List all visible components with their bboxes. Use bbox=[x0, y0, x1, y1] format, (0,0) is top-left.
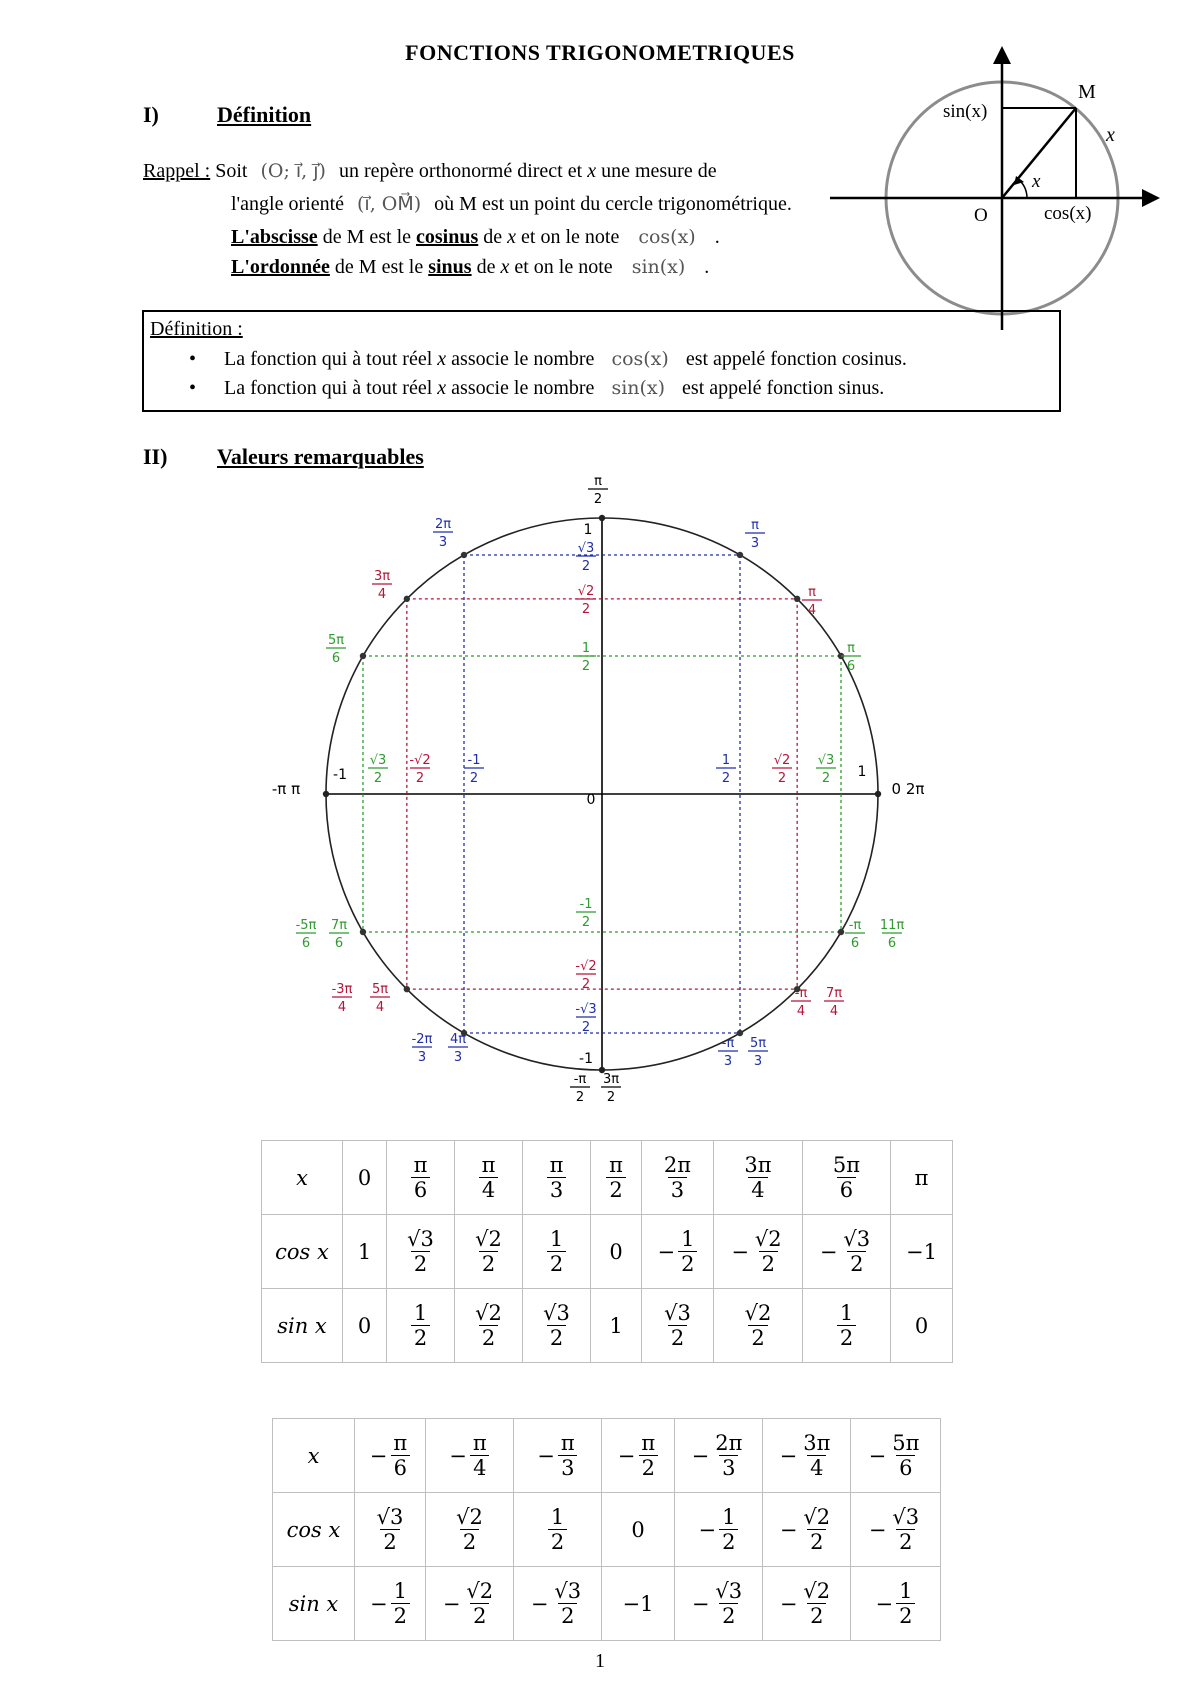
rappel-text: Soit bbox=[215, 160, 248, 182]
circle-point bbox=[360, 929, 366, 935]
circle-point bbox=[360, 653, 366, 659]
cosinus-term: cosinus bbox=[416, 226, 479, 248]
y-value-label-2-numerator: 1 bbox=[581, 641, 591, 656]
table2-cell: − $\frac{1}{2}$ bbox=[851, 1567, 941, 1641]
angle-label-4-denominator: 3 bbox=[438, 535, 448, 550]
angle-label-1-numerator: π bbox=[751, 518, 759, 533]
table1-cell: −1 bbox=[891, 1215, 953, 1289]
table2-cell: − $\frac{2\pi}{3}$ bbox=[675, 1419, 763, 1493]
angle-label-7-denominator: 6 bbox=[301, 936, 311, 951]
table2-row-header: sin x bbox=[273, 1567, 355, 1641]
section-2-number: II) bbox=[143, 444, 168, 469]
table1-cell: $\frac{\pi}{4}$ bbox=[455, 1141, 523, 1215]
rappel-text: et on le note bbox=[521, 226, 620, 248]
section-2-title: Valeurs remarquables bbox=[217, 444, 424, 469]
table2-cell: − $\frac{\pi}{6}$ bbox=[355, 1419, 426, 1493]
y-value-label-5-denominator: 2 bbox=[581, 1020, 591, 1035]
cos-notation: cos(x) bbox=[611, 348, 669, 370]
table1-cell: 0 bbox=[591, 1215, 642, 1289]
variable-x: x bbox=[500, 256, 510, 278]
table2-cell: $\frac{√2}{2}$ bbox=[426, 1493, 514, 1567]
angle-label-14-numerator: 7π bbox=[825, 986, 843, 1001]
x-value-label-1-numerator: -√2 bbox=[409, 753, 431, 768]
angle-label-20-numerator: 3π bbox=[602, 1072, 620, 1087]
angle-label-2-denominator: 4 bbox=[807, 603, 817, 618]
label-x-minus-one: -1 bbox=[333, 767, 347, 783]
table1-cell: 0 bbox=[891, 1289, 953, 1363]
angle-label-6-denominator: 6 bbox=[331, 651, 341, 666]
table1-cell: $\frac{√2}{2}$ bbox=[455, 1215, 523, 1289]
table2-cell: − $\frac{1}{2}$ bbox=[355, 1567, 426, 1641]
angle-label-10-denominator: 6 bbox=[887, 936, 897, 951]
angle-label-12-numerator: 5π bbox=[371, 982, 389, 997]
rappel-text: une mesure de bbox=[601, 160, 717, 182]
rappel-text: où M est un point du cercle trigonométrique. bbox=[434, 193, 792, 215]
y-value-label-0-denominator: 2 bbox=[581, 559, 591, 574]
x-value-label-4-denominator: 2 bbox=[777, 771, 787, 786]
label-minus-pi-pi: -π π bbox=[271, 780, 301, 798]
table1-row-header: x bbox=[262, 1141, 343, 1215]
page-number: 1 bbox=[595, 1650, 605, 1672]
angle-label-6-numerator: 5π bbox=[327, 633, 345, 648]
angle-label-1-denominator: 3 bbox=[750, 536, 760, 551]
circle-point bbox=[404, 986, 410, 992]
x-value-label-2-numerator: -1 bbox=[467, 753, 481, 768]
axis-point bbox=[323, 791, 329, 797]
definition-text: est appelé fonction sinus. bbox=[682, 377, 885, 399]
table1-cell: $\frac{√3}{2}$ bbox=[642, 1289, 714, 1363]
point-m-label: M bbox=[1078, 81, 1096, 103]
definition-text: associe le nombre bbox=[451, 348, 595, 370]
values-table-positive bbox=[261, 1140, 953, 1363]
section-1-title: Définition bbox=[217, 102, 312, 127]
y-value-label-2-denominator: 2 bbox=[581, 659, 591, 674]
axis-point bbox=[875, 791, 881, 797]
angle-x-label: x bbox=[1032, 171, 1041, 192]
angle-label-5-denominator: 4 bbox=[377, 587, 387, 602]
circle-point bbox=[737, 1030, 743, 1036]
angle-label-8-numerator: 7π bbox=[330, 918, 348, 933]
table2-cell: 0 bbox=[602, 1493, 675, 1567]
definition-text: La fonction qui à tout réel bbox=[224, 348, 433, 370]
angle-label-11-denominator: 4 bbox=[337, 1000, 347, 1015]
angle-label-4-numerator: 2π bbox=[434, 517, 452, 532]
angle-label-19-denominator: 2 bbox=[575, 1090, 585, 1105]
definition-heading: Définition : bbox=[150, 318, 243, 340]
table1-row-2 bbox=[262, 1289, 953, 1363]
sinus-term: sinus bbox=[428, 256, 472, 278]
circle-point bbox=[794, 596, 800, 602]
table1-cell: $\frac{\pi}{2}$ bbox=[591, 1141, 642, 1215]
angle-label-3-numerator: π bbox=[847, 641, 855, 656]
table1-cell: $\frac{1}{2}$ bbox=[803, 1289, 891, 1363]
sin-notation: sin(x) bbox=[631, 256, 686, 278]
variable-x: x bbox=[587, 160, 597, 182]
circle-point bbox=[404, 596, 410, 602]
table1-cell: $\frac{1}{2}$ bbox=[387, 1289, 455, 1363]
bullet: • bbox=[189, 377, 197, 399]
angle-label-3-denominator: 6 bbox=[846, 659, 856, 674]
table1-row-header: cos x bbox=[262, 1215, 343, 1289]
definition-text: associe le nombre bbox=[451, 377, 595, 399]
section-1-number: I) bbox=[143, 102, 159, 127]
y-value-label-1-numerator: √2 bbox=[577, 584, 595, 599]
variable-x: x bbox=[437, 377, 447, 399]
x-value-label-3-denominator: 2 bbox=[721, 771, 731, 786]
angle-label-15-numerator: -2π bbox=[411, 1032, 433, 1047]
table2-cell: − $\frac{√3}{2}$ bbox=[514, 1567, 602, 1641]
circle-point bbox=[737, 552, 743, 558]
y-value-label-3-numerator: -1 bbox=[579, 897, 593, 912]
table1-cell: $\frac{√3}{2}$ bbox=[523, 1289, 591, 1363]
abscisse-term: L'abscisse bbox=[231, 226, 318, 248]
circle-point bbox=[461, 552, 467, 558]
sin-axis-label: sin(x) bbox=[943, 101, 988, 122]
label-y-one: 1 bbox=[583, 522, 593, 538]
angle-label-5-numerator: 3π bbox=[373, 569, 391, 584]
label-origin: 0 bbox=[586, 792, 596, 808]
angle-label-11-numerator: -3π bbox=[331, 982, 353, 997]
table2-cell: − $\frac{1}{2}$ bbox=[675, 1493, 763, 1567]
document-title: FONCTIONS TRIGONOMETRIQUES bbox=[405, 40, 795, 65]
angle-label-8-denominator: 6 bbox=[334, 936, 344, 951]
ordonnee-term: L'ordonnée bbox=[231, 256, 330, 278]
x-value-label-2-denominator: 2 bbox=[469, 771, 479, 786]
angle-label-17-numerator: -π bbox=[721, 1036, 735, 1051]
y-value-label-4-numerator: -√2 bbox=[575, 959, 597, 974]
y-value-label-3-denominator: 2 bbox=[581, 915, 591, 930]
x-value-label-3-numerator: 1 bbox=[721, 753, 731, 768]
table2-row-1 bbox=[273, 1493, 941, 1567]
variable-x: x bbox=[437, 348, 447, 370]
angle-label-15-denominator: 3 bbox=[417, 1050, 427, 1065]
table1-cell: $\frac{√2}{2}$ bbox=[455, 1289, 523, 1363]
y-value-label-5-numerator: -√3 bbox=[575, 1002, 597, 1017]
table1-cell: 0 bbox=[343, 1289, 387, 1363]
x-value-label-1-denominator: 2 bbox=[415, 771, 425, 786]
table2-cell: $\frac{√3}{2}$ bbox=[355, 1493, 426, 1567]
angle-label-2-numerator: π bbox=[808, 585, 816, 600]
definition-text: La fonction qui à tout réel bbox=[224, 377, 433, 399]
table1-cell: $\frac{\pi}{6}$ bbox=[387, 1141, 455, 1215]
table1-cell: $\frac{1}{2}$ bbox=[523, 1215, 591, 1289]
axis-point bbox=[599, 515, 605, 521]
table2-row-header: cos x bbox=[273, 1493, 355, 1567]
cos-axis-label: cos(x) bbox=[1044, 203, 1092, 224]
table1-cell: π bbox=[891, 1141, 953, 1215]
table1-cell: $\frac{√3}{2}$ bbox=[387, 1215, 455, 1289]
y-value-label-4-denominator: 2 bbox=[581, 977, 591, 992]
angle-label-13-numerator: -π bbox=[794, 986, 808, 1001]
table1-row-1 bbox=[262, 1215, 953, 1289]
table1-row-0 bbox=[262, 1141, 953, 1215]
rappel-text: . bbox=[704, 256, 710, 278]
table2-cell: − $\frac{\pi}{3}$ bbox=[514, 1419, 602, 1493]
table1-cell: − $\frac{1}{2}$ bbox=[642, 1215, 714, 1289]
x-value-label-4-numerator: √2 bbox=[773, 753, 791, 768]
table1-cell: 1 bbox=[343, 1215, 387, 1289]
table1-cell: $\frac{2\pi}{3}$ bbox=[642, 1141, 714, 1215]
table2-cell: − $\frac{5\pi}{6}$ bbox=[851, 1419, 941, 1493]
rappel-text: un repère orthonormé direct et bbox=[338, 160, 583, 182]
table1-cell: $\frac{√2}{2}$ bbox=[714, 1289, 803, 1363]
definition-text: est appelé fonction cosinus. bbox=[685, 348, 907, 370]
x-value-label-0-denominator: 2 bbox=[373, 771, 383, 786]
sin-notation: sin(x) bbox=[611, 377, 666, 399]
y-value-label-1-denominator: 2 bbox=[581, 602, 591, 617]
angle-label-9-numerator: -π bbox=[848, 918, 862, 933]
label-zero-two-pi: 0 2π bbox=[891, 780, 925, 798]
rappel-text: et on le note bbox=[514, 256, 613, 278]
circle-point bbox=[838, 929, 844, 935]
angle-label-9-denominator: 6 bbox=[850, 936, 860, 951]
frame-notation: (O; i⃗, j⃗) bbox=[260, 160, 326, 182]
angle-label-13-denominator: 4 bbox=[796, 1004, 806, 1019]
angle-label-14-denominator: 4 bbox=[829, 1004, 839, 1019]
table1-cell: 1 bbox=[591, 1289, 642, 1363]
angle-label-19-numerator: -π bbox=[573, 1072, 587, 1087]
table1-cell: 0 bbox=[343, 1141, 387, 1215]
table1-row-header: sin x bbox=[262, 1289, 343, 1363]
x-value-label-0-numerator: √3 bbox=[369, 753, 387, 768]
table2-cell: $\frac{1}{2}$ bbox=[514, 1493, 602, 1567]
table2-cell: − $\frac{\pi}{4}$ bbox=[426, 1419, 514, 1493]
table2-cell: − $\frac{3\pi}{4}$ bbox=[763, 1419, 851, 1493]
table2-cell: − $\frac{√2}{2}$ bbox=[763, 1567, 851, 1641]
table2-row-header: x bbox=[273, 1419, 355, 1493]
table1-cell: $\frac{5\pi}{6}$ bbox=[803, 1141, 891, 1215]
cos-notation: cos(x) bbox=[638, 226, 696, 248]
table1-cell: $\frac{3\pi}{4}$ bbox=[714, 1141, 803, 1215]
angle-label-0-denominator: 2 bbox=[593, 492, 603, 507]
angle-label-17-denominator: 3 bbox=[723, 1054, 733, 1069]
table2-cell: − $\frac{√2}{2}$ bbox=[426, 1567, 514, 1641]
origin-o-label: O bbox=[974, 205, 988, 226]
angle-notation: (i⃗, OM⃗) bbox=[357, 193, 422, 215]
bullet: • bbox=[189, 348, 197, 370]
table1-cell: − $\frac{√3}{2}$ bbox=[803, 1215, 891, 1289]
rappel-text: . bbox=[714, 226, 720, 248]
angle-label-18-numerator: 5π bbox=[749, 1036, 767, 1051]
angle-label-16-denominator: 3 bbox=[453, 1050, 463, 1065]
angle-label-18-denominator: 3 bbox=[753, 1054, 763, 1069]
rappel-text: de M est le bbox=[322, 226, 411, 248]
table2-cell: − $\frac{√3}{2}$ bbox=[675, 1567, 763, 1641]
angle-label-0-numerator: π bbox=[594, 474, 602, 489]
x-value-label-5-numerator: √3 bbox=[817, 753, 835, 768]
table1-cell: − $\frac{√2}{2}$ bbox=[714, 1215, 803, 1289]
y-value-label-0-numerator: √3 bbox=[577, 541, 595, 556]
table1-cell: $\frac{\pi}{3}$ bbox=[523, 1141, 591, 1215]
angle-label-20-denominator: 2 bbox=[606, 1090, 616, 1105]
rappel-text: de M est le bbox=[334, 256, 424, 278]
arc-x-label: x bbox=[1106, 124, 1115, 146]
angle-label-12-denominator: 4 bbox=[375, 1000, 385, 1015]
table2-row-0 bbox=[273, 1419, 941, 1493]
table2-cell: − $\frac{√3}{2}$ bbox=[851, 1493, 941, 1567]
rappel-text: de bbox=[483, 226, 503, 248]
angle-label-16-numerator: 4π bbox=[449, 1032, 467, 1047]
rappel-label: Rappel : bbox=[143, 160, 211, 182]
label-x-one: 1 bbox=[857, 764, 867, 780]
variable-x: x bbox=[507, 226, 517, 248]
angle-label-7-numerator: -5π bbox=[295, 918, 317, 933]
angle-label-10-numerator: 11π bbox=[879, 918, 905, 933]
values-table-negative bbox=[272, 1418, 941, 1641]
label-y-minus-one: -1 bbox=[579, 1051, 593, 1067]
x-value-label-5-denominator: 2 bbox=[821, 771, 831, 786]
table2-cell: −1 bbox=[602, 1567, 675, 1641]
table2-cell: − $\frac{√2}{2}$ bbox=[763, 1493, 851, 1567]
table2-cell: − $\frac{\pi}{2}$ bbox=[602, 1419, 675, 1493]
table2-row-2 bbox=[273, 1567, 941, 1641]
rappel-text: de bbox=[476, 256, 496, 278]
rappel-text: l'angle orienté bbox=[231, 193, 344, 215]
